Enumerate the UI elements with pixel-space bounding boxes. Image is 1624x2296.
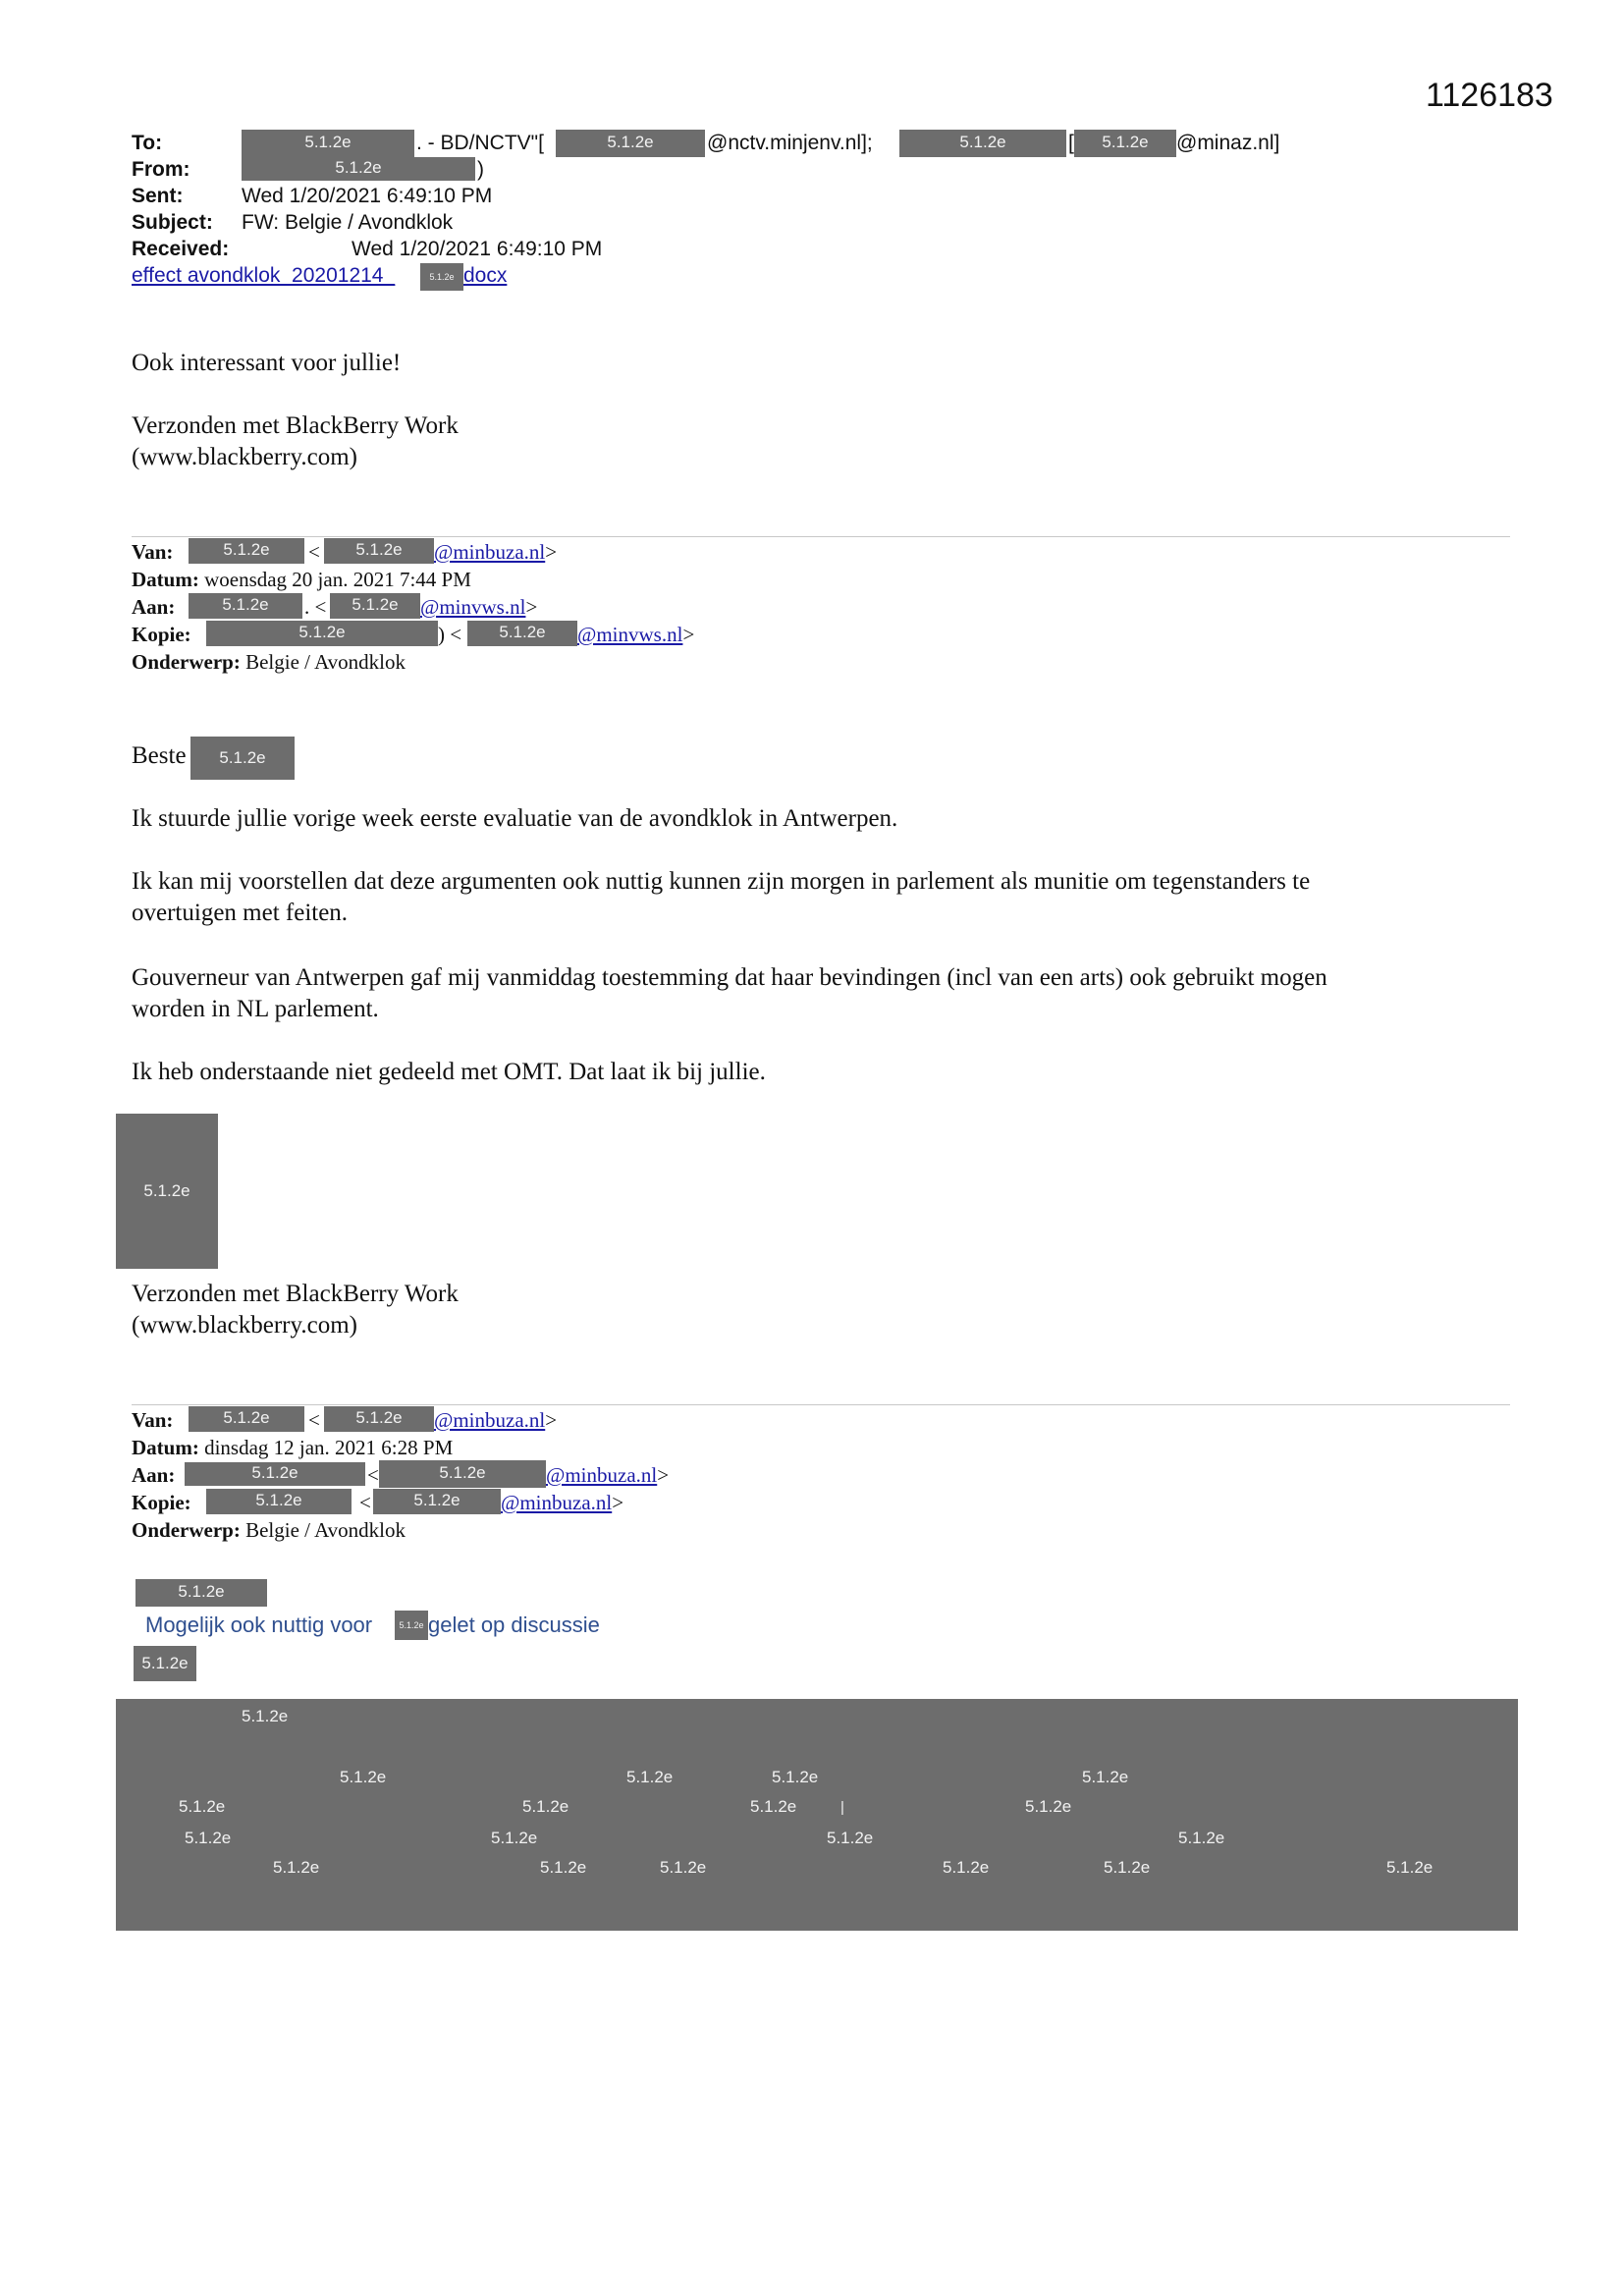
- divider: [132, 536, 1510, 537]
- redaction-box: 5.1.2e: [324, 538, 434, 564]
- redaction-label: 5.1.2e: [540, 1858, 587, 1877]
- redaction-box: 5.1.2e: [189, 1406, 304, 1432]
- sent-value: Wed 1/20/2021 6:49:10 PM: [242, 185, 493, 207]
- redaction-box: 5.1.2e: [324, 1406, 434, 1432]
- received-value: Wed 1/20/2021 6:49:10 PM: [352, 238, 603, 260]
- note-part-2: gelet op discussie: [428, 1613, 600, 1637]
- redaction-label: 5.1.2e: [660, 1858, 707, 1877]
- redaction-box: 5.1.2e: [467, 621, 577, 646]
- redaction-label: 5.1.2e: [827, 1829, 874, 1847]
- aan-gt: >: [525, 595, 538, 619]
- kopie-label: Kopie:: [132, 1491, 191, 1514]
- van-lt: <: [308, 1408, 320, 1432]
- redaction-label: 5.1.2e: [1178, 1829, 1225, 1847]
- signature-line-1: Verzonden met BlackBerry Work: [132, 1281, 459, 1307]
- aan-mid: . <: [304, 595, 327, 619]
- redaction-label: 5.1.2e: [750, 1797, 797, 1816]
- redaction-box: 5.1.2e: [330, 593, 420, 619]
- redaction-label: 5.1.2e: [772, 1768, 819, 1786]
- redaction-box: 5.1.2e: [373, 1489, 501, 1514]
- van-email-link[interactable]: @minbuza.nl: [434, 1408, 546, 1432]
- aan-label: Aan:: [132, 1463, 176, 1487]
- redaction-box: 5.1.2e: [206, 1489, 352, 1514]
- kopie-label: Kopie:: [132, 623, 191, 646]
- kopie-email-link[interactable]: @minvws.nl: [577, 623, 683, 646]
- kopie-lt: <: [359, 1491, 371, 1514]
- datum-label: Datum:: [132, 568, 199, 591]
- redaction-box: 5.1.2e: [185, 1462, 365, 1486]
- redaction-box: 5.1.2e: [379, 1460, 546, 1488]
- redaction-label: 5.1.2e: [1386, 1858, 1434, 1877]
- redaction-label: 5.1.2e: [242, 1707, 289, 1725]
- signature-line-2: (www.blackberry.com): [132, 444, 357, 470]
- redaction-box: 5.1.2e: [420, 263, 463, 291]
- large-redaction-block: [116, 1699, 1518, 1931]
- divider: [132, 1404, 1510, 1405]
- to-label: To:: [132, 132, 163, 154]
- signature-line-2: (www.blackberry.com): [132, 1312, 357, 1339]
- redaction-block: 5.1.2e: [116, 1114, 218, 1269]
- redaction-label: 5.1.2e: [273, 1858, 320, 1877]
- aan-lt: <: [367, 1463, 379, 1487]
- kopie-email-link[interactable]: @minbuza.nl: [501, 1491, 613, 1514]
- redaction-label: 5.1.2e: [1104, 1858, 1151, 1877]
- received-label: Received:: [132, 238, 230, 260]
- onderwerp-value: Belgie / Avondklok: [245, 650, 406, 674]
- note-part-1: Mogelijk ook nuttig voor: [145, 1613, 373, 1637]
- van-label: Van:: [132, 1408, 174, 1432]
- redaction-label: 5.1.2e: [522, 1797, 569, 1816]
- datum-label: Datum:: [132, 1436, 199, 1459]
- aan-email-link[interactable]: @minbuza.nl: [546, 1463, 658, 1487]
- redaction-box: 5.1.2e: [189, 593, 302, 619]
- redaction-box: 5.1.2e: [1074, 130, 1176, 157]
- kopie-mid: ) <: [438, 623, 462, 646]
- to-text-1: . - BD/NCTV"[: [416, 132, 544, 154]
- to-text-4: @minaz.nl]: [1176, 132, 1280, 154]
- redaction-label: 5.1.2e: [491, 1829, 538, 1847]
- paragraph-2-line-1: Ik kan mij voorstellen dat deze argumenten ook nuttig kunnen zijn morgen in parlement als munitie om tegenstanders te: [132, 868, 1311, 895]
- paragraph-3-line-1: Gouverneur van Antwerpen gaf mij vanmiddag toestemming dat haar bevindingen (incl van een arts) ook gebruikt mogen: [132, 964, 1327, 991]
- redaction-box: 5.1.2e: [242, 157, 475, 181]
- paragraph-4: Ik heb onderstaande niet gedeeld met OMT. Dat laat ik bij jullie.: [132, 1059, 766, 1085]
- redaction-label: 5.1.2e: [1025, 1797, 1072, 1816]
- redaction-box: 5.1.2e: [190, 737, 295, 780]
- greeting: Beste: [132, 742, 187, 769]
- van-label: Van:: [132, 540, 174, 564]
- onderwerp-label: Onderwerp:: [132, 650, 241, 674]
- onderwerp-value: Belgie / Avondklok: [245, 1518, 406, 1542]
- subject-value: FW: Belgie / Avondklok: [242, 211, 454, 234]
- datum-value: dinsdag 12 jan. 2021 6:28 PM: [204, 1436, 454, 1459]
- redaction-box: 5.1.2e: [242, 130, 414, 157]
- sent-label: Sent:: [132, 185, 184, 207]
- attachment-name-part1: effect avondklok_20201214_: [132, 264, 396, 287]
- datum-value: woensdag 20 jan. 2021 7:44 PM: [204, 568, 471, 591]
- from-label: From:: [132, 158, 190, 181]
- subject-label: Subject:: [132, 211, 213, 234]
- attachment-link-ext[interactable]: docx: [463, 264, 508, 287]
- aan-gt: >: [657, 1463, 670, 1487]
- redaction-label: 5.1.2e: [185, 1829, 232, 1847]
- attachment-link[interactable]: [132, 264, 395, 288]
- redaction-box: 5.1.2e: [189, 538, 304, 564]
- redaction-label: 5.1.2e: [340, 1768, 387, 1786]
- van-lt: <: [308, 540, 320, 564]
- van-gt: >: [545, 540, 558, 564]
- redaction-box: 5.1.2e: [134, 1646, 196, 1681]
- redaction-box: 5.1.2e: [556, 130, 705, 157]
- document-number: 1126183: [1426, 77, 1553, 114]
- redaction-box: 5.1.2e: [206, 621, 438, 646]
- paragraph-3-line-2: worden in NL parlement.: [132, 996, 379, 1022]
- to-text-2: @nctv.minjenv.nl];: [707, 132, 873, 154]
- redaction-box: 5.1.2e: [899, 130, 1066, 157]
- from-text: ): [477, 158, 484, 181]
- separator-mark: |: [840, 1799, 844, 1816]
- redaction-label: 5.1.2e: [626, 1768, 674, 1786]
- paragraph-1: Ik stuurde jullie vorige week eerste evaluatie van de avondklok in Antwerpen.: [132, 805, 898, 832]
- onderwerp-label: Onderwerp:: [132, 1518, 241, 1542]
- van-email-link[interactable]: @minbuza.nl: [434, 540, 546, 564]
- signature-line-1: Verzonden met BlackBerry Work: [132, 412, 459, 439]
- redaction-label: 5.1.2e: [943, 1858, 990, 1877]
- kopie-gt: >: [612, 1491, 624, 1514]
- redaction-label: 5.1.2e: [1082, 1768, 1129, 1786]
- intro-line: Ook interessant voor jullie!: [132, 350, 402, 376]
- paragraph-2-line-2: overtuigen met feiten.: [132, 900, 349, 926]
- aan-email-link[interactable]: @minvws.nl: [420, 595, 526, 619]
- kopie-gt: >: [682, 623, 695, 646]
- to-text-3: [: [1068, 132, 1074, 154]
- redaction-label: 5.1.2e: [179, 1797, 226, 1816]
- redaction-box: 5.1.2e: [135, 1579, 267, 1607]
- redaction-box: 5.1.2e: [395, 1611, 428, 1640]
- van-gt: >: [545, 1408, 558, 1432]
- aan-label: Aan:: [132, 595, 176, 619]
